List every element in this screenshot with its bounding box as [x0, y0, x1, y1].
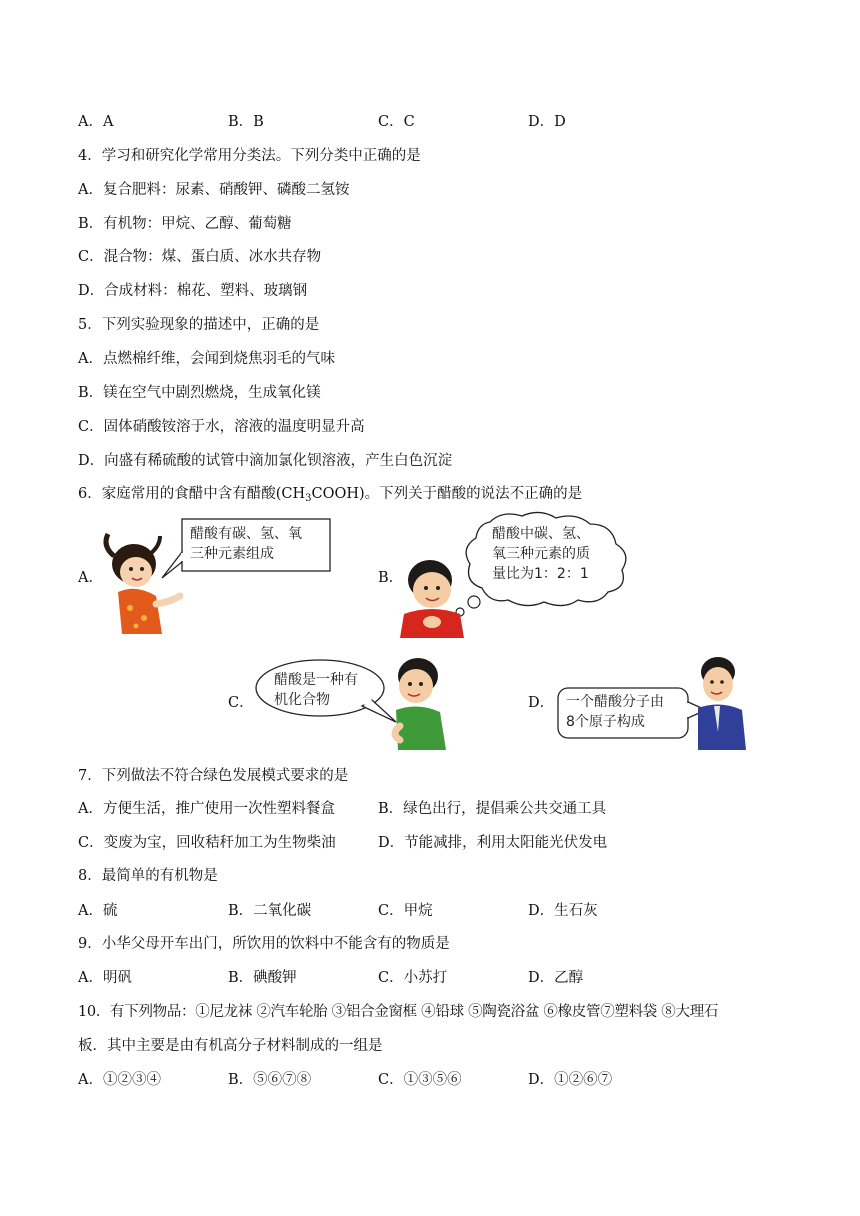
q6-speech-d-line1: 一个醋酸分子由	[566, 694, 664, 710]
q4-option-b: B．有机物：甲烷、乙醇、葡萄糖	[78, 216, 292, 232]
q5-option-a: A．点燃棉纤维，会闻到烧焦羽毛的气味	[78, 351, 335, 367]
q6-speech-b-line3: 量比为1：2：1	[492, 566, 589, 582]
q8-option-d: D．生石灰	[528, 903, 598, 919]
q6-label-a: A．	[78, 570, 103, 586]
q6-label-b: B．	[378, 570, 404, 586]
q6-stem	[78, 484, 582, 509]
q9-option-d: D．乙醇	[528, 970, 584, 986]
q6-speech-a	[190, 524, 302, 564]
q8-option-b: B．二氧化碳	[228, 903, 312, 919]
q10-option-a: A．①②③④	[78, 1072, 161, 1088]
q3-option-a: A．A	[78, 114, 114, 130]
q3-option-d: D．D	[528, 114, 566, 130]
q4-option-d: D．合成材料：棉花、塑料、玻璃钢	[78, 283, 308, 299]
q9-option-a: A．明矾	[78, 970, 132, 986]
q6-speech-a-line2: 三种元素组成	[190, 546, 274, 562]
q6-speech-c	[274, 670, 358, 710]
q7-option-d: D．节能减排，利用太阳能光伏发电	[378, 835, 608, 851]
q4-stem: 4．学习和研究化学常用分类法。下列分类中正确的是	[78, 148, 421, 164]
q3-option-c: C．C	[378, 114, 415, 130]
q6-speech-a-line1: 醋酸有碳、氢、氧	[190, 526, 302, 542]
q6-label-d: D．	[528, 695, 555, 711]
q5-stem: 5．下列实验现象的描述中，正确的是	[78, 317, 320, 333]
q10-option-d: D．①②⑥⑦	[528, 1072, 613, 1088]
q10-stem-line2: 板．其中主要是由有机高分子材料制成的一组是	[78, 1038, 383, 1054]
q7-option-b: B．绿色出行，提倡乘公共交通工具	[378, 801, 607, 817]
q7-stem: 7．下列做法不符合绿色发展模式要求的是	[78, 768, 349, 784]
q10-option-c: C．①③⑤⑥	[378, 1072, 462, 1088]
q5-option-c: C．固体硝酸铵溶于水，溶液的温度明显升高	[78, 419, 365, 435]
q7-option-a: A．方便生活，推广使用一次性塑料餐盒	[78, 801, 335, 817]
q4-option-a: A．复合肥料：尿素、硝酸钾、磷酸二氢铵	[78, 182, 350, 198]
q6-label-c: C．	[228, 695, 254, 711]
q4-option-c: C．混合物：煤、蛋白质、冰水共存物	[78, 249, 322, 265]
q6-stem-before: 6．家庭常用的食醋中含有醋酸(CH	[78, 486, 306, 502]
q6-speech-b-line1: 醋酸中碳、氢、	[492, 526, 590, 542]
q7-option-c: C．变废为宝，回收秸秆加工为生物柴油	[78, 835, 336, 851]
q3-option-b: B．B	[228, 114, 264, 130]
q6-speech-d-line2: 8个原子构成	[566, 714, 645, 730]
q8-option-c: C．甲烷	[378, 903, 433, 919]
q6-speech-c-line2: 机化合物	[274, 692, 330, 708]
q10-option-b: B．⑤⑥⑦⑧	[228, 1072, 312, 1088]
q10-stem-line1: 10．有下列物品：①尼龙袜 ②汽车轮胎 ③铝合金窗框 ④铅球 ⑤陶瓷浴盆 ⑥橡皮管⑦塑料袋 ⑧大理石	[78, 1004, 719, 1020]
q5-option-d: D．向盛有稀硫酸的试管中滴加氯化钡溶液，产生白色沉淀	[78, 453, 453, 469]
q5-option-b: B．镁在空气中剧烈燃烧，生成氧化镁	[78, 385, 321, 401]
q9-option-c: C．小苏打	[378, 970, 448, 986]
q6-speech-b-line2: 氧三种元素的质	[492, 546, 590, 562]
q6-speech-d	[566, 692, 664, 732]
q9-stem: 9．小华父母开车出门，所饮用的饮料中不能含有的物质是	[78, 936, 450, 952]
q6-speech-c-line1: 醋酸是一种有	[274, 672, 358, 688]
q6-speech-b	[492, 524, 590, 584]
q9-option-b: B．碘酸钾	[228, 970, 297, 986]
q6-stem-subscript: 3	[305, 493, 312, 504]
q6-stem-after: COOH)。下列关于醋酸的说法不正确的是	[311, 486, 583, 502]
q8-stem: 8．最简单的有机物是	[78, 868, 218, 884]
q8-option-a: A．硫	[78, 903, 118, 919]
